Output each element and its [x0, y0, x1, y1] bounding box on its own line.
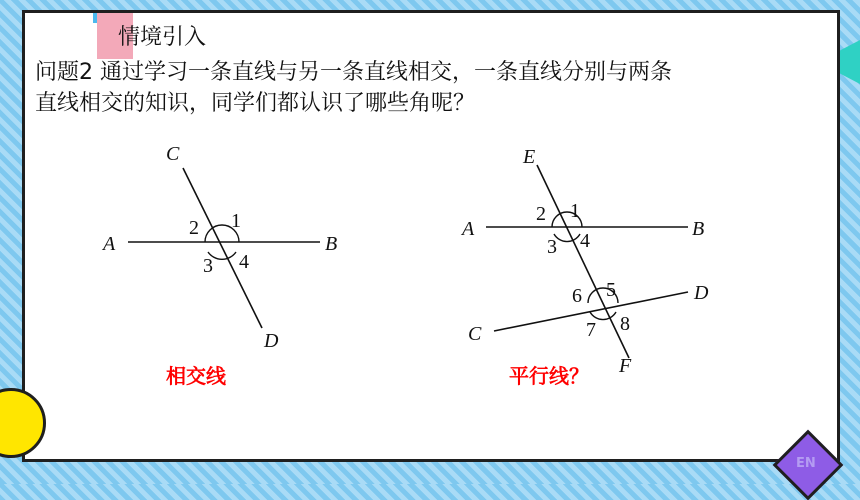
en-badge: EN	[796, 456, 816, 471]
intersecting-lines-caption: 相交线	[166, 364, 226, 388]
question-line-2: 直线相交的知识，同学们都认识了哪些角呢？	[35, 91, 476, 116]
angle-7: 7	[586, 319, 596, 341]
angle-3: 3	[203, 255, 213, 277]
label-a: A	[103, 233, 116, 255]
angle-6: 6	[572, 285, 582, 307]
angle-4: 4	[239, 251, 249, 273]
angle-5: 5	[606, 279, 616, 301]
angle-1-2: 1	[570, 200, 580, 222]
label-a-2: A	[462, 218, 475, 240]
parallel-lines-caption: 平行线？	[509, 364, 589, 388]
label-d: D	[264, 330, 279, 352]
question-line-1: 问题2 通过学习一条直线与另一条直线相交，一条直线分别与两条	[35, 60, 672, 85]
angle-3-2: 3	[547, 236, 557, 258]
label-d-2: D	[694, 282, 709, 304]
angle-arc-upper-bottom	[554, 234, 580, 242]
angle-2: 2	[189, 217, 199, 239]
intersecting-lines-figure	[101, 143, 337, 352]
transversal-figure	[460, 146, 709, 377]
angle-2-2: 2	[536, 203, 546, 225]
label-b: B	[325, 233, 338, 255]
label-c: C	[166, 143, 180, 165]
angle-8: 8	[620, 313, 630, 335]
section-title: 情境引入	[118, 25, 207, 50]
angle-1: 1	[231, 210, 241, 232]
label-c-2: C	[468, 323, 482, 345]
label-e: E	[523, 146, 536, 168]
line-cd	[183, 168, 262, 328]
angle-4-2: 4	[580, 230, 590, 252]
label-b-2: B	[692, 218, 705, 240]
line-ef	[537, 165, 629, 358]
label-f: F	[619, 355, 632, 377]
